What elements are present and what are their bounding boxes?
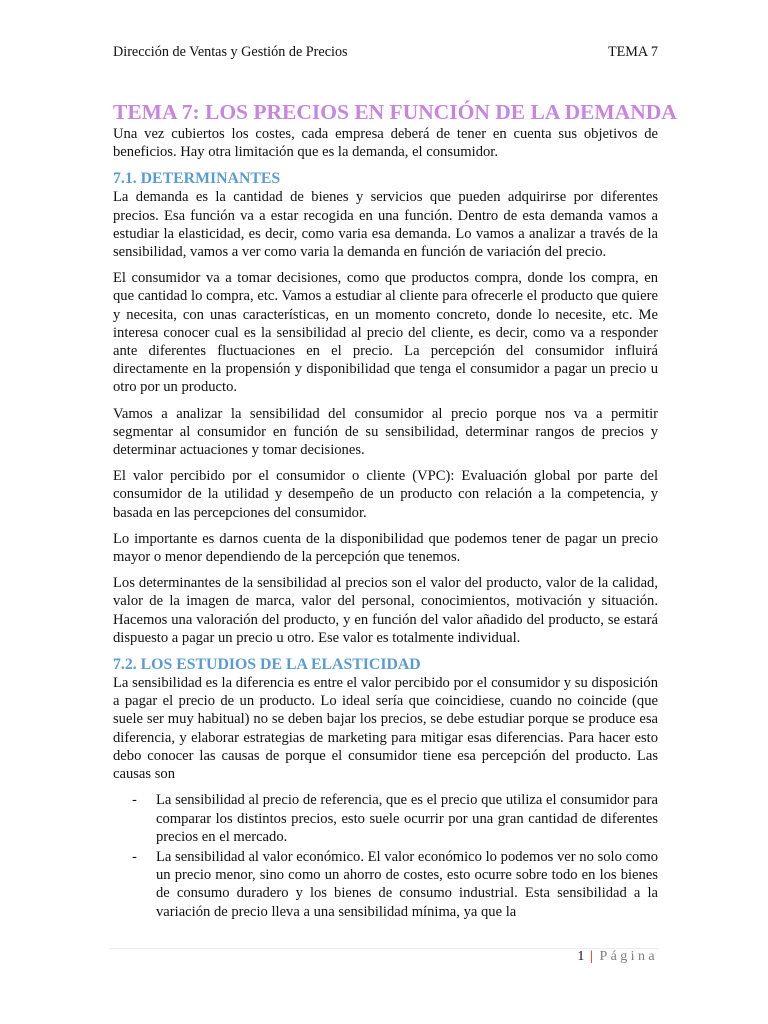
- footer-separator: |: [589, 949, 593, 964]
- list-item: [113, 848, 658, 921]
- document-body: [113, 100, 677, 923]
- paragraph: Vamos a analizar la sensibilidad del consumidor al precio porque nos va a permitir segmentar al consumidor en función de su sensibilidad, determinar rangos de precios y determinar actuaciones y tomar decisiones.: [113, 405, 658, 459]
- paragraph: La demanda es la cantidad de bienes y servicios que pueden adquirirse por diferentes precios. Esa función va a estar recogida en una función. Dentro de esta demanda vamos a estudiar la elasticidad, es decir, como varia esa demanda. Lo vamos a analizar a través de la sensibilidad, vamos a ver como varia la demanda en función de variación del precio.: [113, 189, 658, 261]
- page-label: Página: [599, 949, 658, 964]
- intro-paragraph: Una vez cubiertos los costes, cada empresa deberá de tener en cuenta sus objetivos de beneficios. Hay otra limitación que es la demanda, el consumidor.: [113, 126, 658, 161]
- paragraph: La sensibilidad es la diferencia es entre el valor percibido por el consumidor y su disposición a pagar el precio de un producto. Lo ideal sería que coincidiese, cuando no coincide (que suele ser muy habitual) no se deben bajar los precios, se debe estudiar porque se produce esa diferencia, y elaborar estrategias de marketing para mitigar esas diferencias. Para hacer esto debo conocer las causas de porque el consumidor tiene esa percepción del producto. Las causas son: [113, 675, 658, 783]
- page-number: 1: [577, 949, 585, 964]
- paragraph: Los determinantes de la sensibilidad al precios son el valor del producto, valor de la calidad, valor de la imagen de marca, valor del personal, conocimientos, motivación y situación. Hacemos una valoración del producto, y en función del valor añadido del producto, se estará dispuesto a pagar un precio u otro. Ese valor es totalmente individual.: [113, 575, 658, 646]
- section-heading-determinantes: 7.1. DETERMINANTES: [113, 170, 281, 188]
- list-dash: -: [132, 792, 137, 809]
- page-footer: [577, 949, 658, 965]
- paragraph: El valor percibido por el consumidor o cliente (VPC): Evaluación global por parte del consumidor de la utilidad y desempeño de un producto con relación a la competencia, y basada en las percepciones del consumidor.: [113, 468, 658, 521]
- list-item-text: La sensibilidad al precio de referencia, que es el precio que utiliza el consumidor para comparar los distintos precios, esto suele ocurrir por una gran cantidad de diferentes precios en el mercado.: [156, 792, 658, 845]
- paragraph: El consumidor va a tomar decisiones, como que productos compra, donde los compra, en que cantidad lo compra, etc. Vamos a estudiar al cliente para ofrecerle el producto que quiere y necesita, con unas características, en un momento concreto, donde lo necesite, etc. Me interesa conocer cual es la sensibilidad al precio del cliente, es decir, como va a responder ante diferentes fluctuaciones en el precio. La percepción del consumidor influirá directamente en la propensión y disponibilidad que tenga el consumidor a pagar un precio u otro por un producto.: [113, 270, 658, 396]
- list-item-text: La sensibilidad al valor económico. El valor económico lo podemos ver no solo como un precio menor, sino como un ahorro de costes, esto ocurre sobre todo en los bienes de consumo duradero y los bienes de consumo industrial. Esta sensibilidad a la variación de precio lleva a una sensibilidad mínima, ya que la: [156, 848, 658, 920]
- list-item: [113, 791, 658, 846]
- causes-list: [113, 791, 658, 920]
- chapter-title: TEMA 7: LOS PRECIOS EN FUNCIÓN DE LA DEMANDA: [113, 100, 677, 124]
- header-chapter-label: TEMA 7: [607, 44, 658, 60]
- list-dash: -: [132, 848, 137, 865]
- header-course-title: Dirección de Ventas y Gestión de Precios: [113, 44, 348, 60]
- footer-divider: [110, 948, 658, 949]
- paragraph: Lo importante es darnos cuenta de la disponibilidad que podemos tener de pagar un precio mayor o menor dependiendo de la percepción que tenemos.: [113, 530, 658, 566]
- section-heading-elasticidad: 7.2. LOS ESTUDIOS DE LA ELASTICIDAD: [113, 656, 421, 674]
